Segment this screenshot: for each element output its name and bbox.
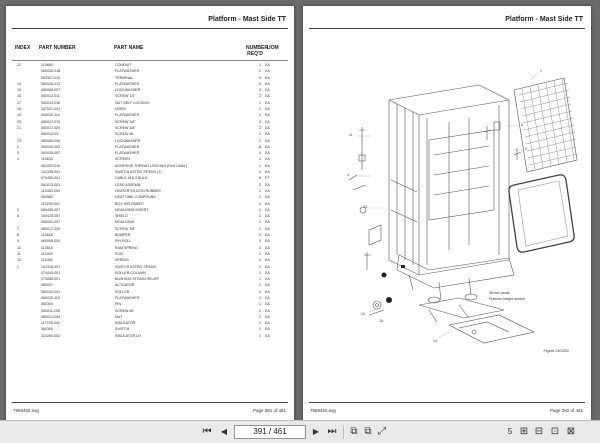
row-part-number: 060040-001 xyxy=(41,289,61,294)
row-qty: 1 xyxy=(259,226,261,231)
row-part-name: SPRING xyxy=(115,258,129,263)
row-part-number: 060030-012 xyxy=(41,81,61,86)
row-uom: EA xyxy=(265,107,270,112)
col-uom: UOM xyxy=(267,45,279,51)
svg-text:16: 16 xyxy=(379,319,383,323)
row-part-number: 060007 xyxy=(41,283,53,288)
row-uom: EA xyxy=(265,283,270,288)
row-part-name: LEAD ASSEMB xyxy=(115,182,141,187)
row-uom: EA xyxy=(265,314,270,319)
last-page-icon[interactable]: ⏭ xyxy=(327,426,337,437)
row-part-name: SWITCH ASTRO SP3000 xyxy=(115,264,157,269)
footer-page-number: Page 391 of 461 xyxy=(252,408,286,413)
row-uom: EA xyxy=(265,295,270,300)
row-uom: EA xyxy=(265,119,270,124)
row-qty: 1 xyxy=(259,277,261,282)
row-uom: EA xyxy=(265,182,270,187)
row-index: 16 xyxy=(17,94,21,99)
row-uom: EA xyxy=(265,144,270,149)
legend-strobe-pedal: Strobe pedal xyxy=(489,291,510,295)
row-uom: EA xyxy=(265,302,270,307)
page-title: Platform - Mast Side TT xyxy=(505,16,583,23)
parts-table xyxy=(6,62,294,339)
zoom-level: 5 xyxy=(507,427,513,436)
row-part-name: MOULDING xyxy=(115,220,135,225)
row-index: 15 xyxy=(17,88,21,93)
row-uom: EA xyxy=(265,163,270,168)
row-part-name: FLATWASHER xyxy=(115,113,140,118)
col-part-name: PART NAME xyxy=(114,45,144,51)
row-part-name: INSULATOR xyxy=(115,321,136,326)
row-index: 4 xyxy=(17,157,19,162)
fullscreen-icon[interactable]: ⤢ xyxy=(378,426,386,437)
row-uom: EA xyxy=(265,100,270,105)
svg-text:14: 14 xyxy=(433,339,437,343)
title-rule xyxy=(309,28,585,29)
row-part-number: 141320-001 xyxy=(41,264,61,269)
row-uom: EA xyxy=(265,251,270,256)
col-number-req: NUMBER REQ'D xyxy=(246,45,268,57)
row-part-name: NUT SELF-LOCKING xyxy=(115,100,150,105)
row-index: 21 xyxy=(17,125,21,130)
row-qty: 1 xyxy=(259,163,261,168)
row-qty: 1 xyxy=(259,170,261,175)
page-392 xyxy=(303,6,591,420)
row-uom: EA xyxy=(265,233,270,238)
row-part-name: CONDUIT xyxy=(115,63,132,67)
row-part-name: FLATWASHER xyxy=(115,69,140,74)
row-part-name: ACTUATOR xyxy=(115,283,135,288)
row-uom: EA xyxy=(265,214,270,219)
row-qty: 8 xyxy=(259,144,261,149)
row-uom: EA xyxy=(265,270,270,275)
row-qty: 2 xyxy=(259,314,261,319)
row-part-number: 060030-110 xyxy=(41,113,60,118)
row-part-number: 060030-002 xyxy=(41,144,61,149)
row-qty: 1 xyxy=(259,333,261,338)
row-part-number: 141335-001 xyxy=(41,170,61,175)
row-part-number: 074440-001 xyxy=(41,270,61,275)
row-part-number: 110680 xyxy=(41,63,53,67)
row-qty: 4 xyxy=(259,239,261,244)
row-part-number: 110615 xyxy=(41,245,53,250)
row-part-number: 060011-205 xyxy=(41,308,60,313)
row-part-name: LOCKWASHER xyxy=(115,138,141,143)
duplicate-icon[interactable]: ⧉ xyxy=(364,426,372,437)
row-index: 3 xyxy=(17,151,19,156)
fit-page-icon[interactable]: ⊡ xyxy=(550,426,560,437)
footer-page-number: Page 392 of 461 xyxy=(549,408,583,413)
row-qty: 1 xyxy=(259,251,261,256)
row-part-name: ADHESIVE THREAD LOCKING (Red 1086L) xyxy=(115,163,188,168)
row-part-number: 110280-002 xyxy=(41,333,60,338)
row-uom: EA xyxy=(265,220,270,225)
title-rule xyxy=(12,28,288,29)
row-part-name: TERMINAL xyxy=(115,75,134,80)
row-part-number: 060030-007 xyxy=(41,151,61,156)
row-index: 6 xyxy=(17,214,19,219)
row-part-number: 110450-000 xyxy=(41,188,60,193)
svg-text:1: 1 xyxy=(540,69,542,73)
first-page-icon[interactable]: ⏮ xyxy=(202,426,212,437)
row-uom: EA xyxy=(265,170,270,175)
header-rule xyxy=(12,60,288,61)
row-part-name: SCREEN xyxy=(115,157,130,162)
row-part-number: 060300 xyxy=(41,327,53,332)
row-qty: 1 xyxy=(259,302,261,307)
svg-text:8: 8 xyxy=(521,123,523,127)
two-page-icon[interactable]: ⊟ xyxy=(534,426,544,437)
row-uom: EA xyxy=(265,207,270,212)
row-part-name: SCREW #8 xyxy=(115,308,134,313)
row-part-name: HEATER SILICON RUBBER xyxy=(115,188,161,193)
row-part-name: NUT xyxy=(115,314,123,319)
row-part-name: BOX WELDMENT xyxy=(115,201,145,206)
row-part-number: 060021-004 xyxy=(41,314,61,319)
row-qty: 2 xyxy=(259,245,261,250)
row-part-number: 110440 xyxy=(41,251,53,256)
row-uom: EA xyxy=(265,81,270,86)
row-qty: 1 xyxy=(259,63,261,67)
figure-label: Figure 2403/02 xyxy=(543,349,569,353)
single-page-icon[interactable]: ⊞ xyxy=(519,426,529,437)
row-qty: 1 xyxy=(259,289,261,294)
row-part-number: 070450-001 xyxy=(41,176,61,181)
row-part-number: 160425-007 xyxy=(41,214,61,219)
col-part-number: PART NUMBER xyxy=(39,45,76,51)
row-index: 9 xyxy=(17,239,19,244)
row-part-name: RAM SPRING xyxy=(115,245,138,250)
row-part-name: PIN ROLL xyxy=(115,239,132,244)
row-part-number: 060065-007 xyxy=(41,88,61,93)
prev-page-icon[interactable]: ◀ xyxy=(220,427,228,436)
row-qty: 6 xyxy=(259,176,261,181)
row-uom: EA xyxy=(265,157,270,162)
svg-text:9: 9 xyxy=(525,147,527,151)
row-qty: 1 xyxy=(259,270,261,275)
row-qty: 2 xyxy=(259,214,261,219)
row-index: 14 xyxy=(17,81,21,86)
row-uom: EA xyxy=(265,88,270,93)
row-uom: EA xyxy=(265,264,270,269)
row-qty: 1 xyxy=(259,157,261,162)
svg-text:15: 15 xyxy=(361,312,365,316)
row-uom: EA xyxy=(265,138,270,143)
row-uom: EA xyxy=(265,201,270,206)
row-part-name: INSULATOR LH xyxy=(115,333,141,338)
row-index: 8 xyxy=(17,233,19,238)
row-uom: EA xyxy=(265,132,270,137)
row-index: 11 xyxy=(17,251,21,256)
row-part-name: FLATWASHER xyxy=(115,295,140,300)
row-part-number: 060061-007 xyxy=(41,220,61,225)
row-qty: 1 xyxy=(259,195,261,200)
row-uom: EA xyxy=(265,321,270,326)
row-qty: 1 xyxy=(259,201,261,206)
row-part-number: 063307-010 xyxy=(41,75,61,80)
table-row xyxy=(6,333,294,339)
row-part-number: 060065-006 xyxy=(41,138,61,143)
next-page-icon[interactable]: ▶ xyxy=(312,427,320,436)
row-uom: EA xyxy=(265,245,270,250)
row-part-name: BUMPER xyxy=(115,233,131,238)
row-part-name: SCREW 3/8" xyxy=(115,125,136,130)
row-qty: 1 xyxy=(259,113,261,118)
row-part-number: 061013-001 xyxy=(41,182,61,187)
footer-filename: 7969465.svg xyxy=(310,408,336,413)
row-part-number: 060043-016 xyxy=(41,100,61,105)
row-qty: 2 xyxy=(259,125,261,130)
row-part-name: CABLE #16-3 BULK xyxy=(115,176,148,181)
row-index: 1 xyxy=(17,264,19,269)
footer-rule xyxy=(309,402,585,403)
row-uom: EA xyxy=(265,333,270,338)
row-part-number: 110616 xyxy=(41,233,53,238)
row-part-number: 060017-020 xyxy=(41,125,61,130)
row-uom: EA xyxy=(265,277,270,282)
row-qty: 2 xyxy=(259,182,261,187)
row-index: 12 xyxy=(17,258,21,263)
row-index: 5 xyxy=(17,207,19,212)
row-qty: 1 xyxy=(259,100,261,105)
row-part-name: SCREW 3/8" xyxy=(115,226,136,231)
row-part-number: 073085-001 xyxy=(41,277,61,282)
footer-filename: 7969465.svg xyxy=(13,408,39,413)
row-part-number: 060030-018 xyxy=(41,69,61,74)
exploded-parts-drawing xyxy=(309,60,585,360)
row-part-name: BUSHING STRAIN RELIEF xyxy=(115,277,160,282)
copy-icon[interactable]: ⧉ xyxy=(350,426,358,437)
row-part-number: 060300 xyxy=(41,302,53,307)
row-part-name: SWITCH xyxy=(115,327,130,332)
row-part-number: 117235-002 xyxy=(41,321,60,326)
svg-text:4: 4 xyxy=(347,173,349,177)
row-part-name: PIN xyxy=(115,302,121,307)
row-part-number: 110290-001 xyxy=(41,201,60,206)
row-qty: 2 xyxy=(259,69,261,74)
row-qty: 4 xyxy=(259,151,261,156)
row-part-number: 060012-03 xyxy=(41,132,59,137)
row-part-name: HORN xyxy=(115,107,126,112)
toolbar-separator xyxy=(343,425,344,439)
row-qty: 2 xyxy=(259,138,261,143)
row-uom: EA xyxy=(265,226,270,231)
row-part-name: ROLLER COLUMN xyxy=(115,270,146,275)
row-qty: 2 xyxy=(259,94,261,99)
svg-text:11: 11 xyxy=(349,133,353,137)
row-part-number: 060005-020 xyxy=(41,239,61,244)
row-part-name: SCREW 1/4" xyxy=(115,94,136,99)
row-index: 10 xyxy=(17,245,21,250)
row-qty: 1 xyxy=(259,283,261,288)
row-part-name: MOULDING INSERT xyxy=(115,207,149,212)
row-uom: EA xyxy=(265,63,270,67)
row-part-number: 060017-020 xyxy=(41,226,61,231)
row-qty: 1 xyxy=(259,327,261,332)
row-part-name: FLATWASHER xyxy=(115,151,140,156)
row-part-name: HEAT SINK COMPOUND xyxy=(115,195,156,200)
row-part-name: FLATWASHER xyxy=(115,81,140,86)
row-uom: EA xyxy=(265,151,270,156)
row-part-name: FLATWASHER xyxy=(115,144,140,149)
row-index: 23 xyxy=(17,138,21,143)
row-part-name: ROLLER xyxy=(115,289,130,294)
row-qty: 2 xyxy=(259,119,261,124)
row-part-number: 060012-011 xyxy=(41,94,60,99)
col-index: INDEX xyxy=(15,45,31,51)
row-qty: 1 xyxy=(259,188,261,193)
row-uom: EA xyxy=(265,327,270,332)
row-qty: 1 xyxy=(259,264,261,269)
table-header xyxy=(6,46,294,60)
row-uom: EA xyxy=(265,258,270,263)
viewer-toolbar xyxy=(0,420,600,443)
row-qty: 2 xyxy=(259,75,261,80)
row-index: 20 xyxy=(17,119,21,124)
row-uom: EA xyxy=(265,188,270,193)
row-part-number: 110450 xyxy=(41,258,53,263)
row-qty: 2 xyxy=(259,88,261,93)
row-uom: EA xyxy=(265,75,270,80)
drawing-legend xyxy=(489,290,525,302)
row-part-name: SCREW #8 xyxy=(115,132,134,137)
row-uom: EA xyxy=(265,195,270,200)
row-part-number: 060030-110 xyxy=(41,295,60,300)
row-qty: 2 xyxy=(259,295,261,300)
row-part-number: 147921-001 xyxy=(41,107,61,112)
row-qty: 1 xyxy=(259,107,261,112)
row-uom: EA xyxy=(265,125,270,130)
page-391 xyxy=(6,6,294,420)
row-index: 18 xyxy=(17,107,21,112)
svg-text:13: 13 xyxy=(363,205,367,209)
row-index: 19 xyxy=(17,113,21,118)
row-part-name: LOCKWASHER xyxy=(115,88,141,93)
row-part-name: ROD xyxy=(115,251,123,256)
row-index: 22 xyxy=(17,63,21,67)
row-part-name: SWITCH ASTRO SP3000 (1) xyxy=(115,170,162,175)
row-part-number: 060017-076 xyxy=(41,119,61,124)
row-part-name: SHIELD xyxy=(115,214,128,219)
row-index: 7 xyxy=(17,226,19,231)
row-uom: EA xyxy=(265,289,270,294)
row-uom: EA xyxy=(265,239,270,244)
row-index: 17 xyxy=(17,100,21,105)
page-title: Platform - Mast Side TT xyxy=(208,16,286,23)
row-qty: 1 xyxy=(259,220,261,225)
row-uom: EA xyxy=(265,69,270,74)
row-qty: 1 xyxy=(259,321,261,326)
row-uom: EA xyxy=(265,308,270,313)
row-index: 2 xyxy=(17,144,19,149)
row-part-number: 110633 xyxy=(41,157,53,162)
row-uom: EA xyxy=(265,94,270,99)
row-part-number: 060982 xyxy=(41,195,53,200)
row-part-number: 061003-019 xyxy=(41,163,61,168)
page-number-input[interactable]: 391 / 461 xyxy=(234,425,306,439)
row-uom: FT xyxy=(265,176,270,181)
row-qty: 1 xyxy=(259,207,261,212)
row-qty: 1 xyxy=(259,258,261,263)
row-qty: 2 xyxy=(259,308,261,313)
legend-platform-height-sensor: Platform height sensor xyxy=(489,297,525,301)
row-qty: 2 xyxy=(259,233,261,238)
row-qty: 1 xyxy=(259,132,261,137)
row-uom: EA xyxy=(265,113,270,118)
row-qty: 2 xyxy=(259,81,261,86)
footer-rule xyxy=(12,402,288,403)
close-view-icon[interactable]: ⊠ xyxy=(566,426,576,437)
row-part-number: 060450-007 xyxy=(41,207,61,212)
row-part-name: SCREW 3/8" xyxy=(115,119,136,124)
